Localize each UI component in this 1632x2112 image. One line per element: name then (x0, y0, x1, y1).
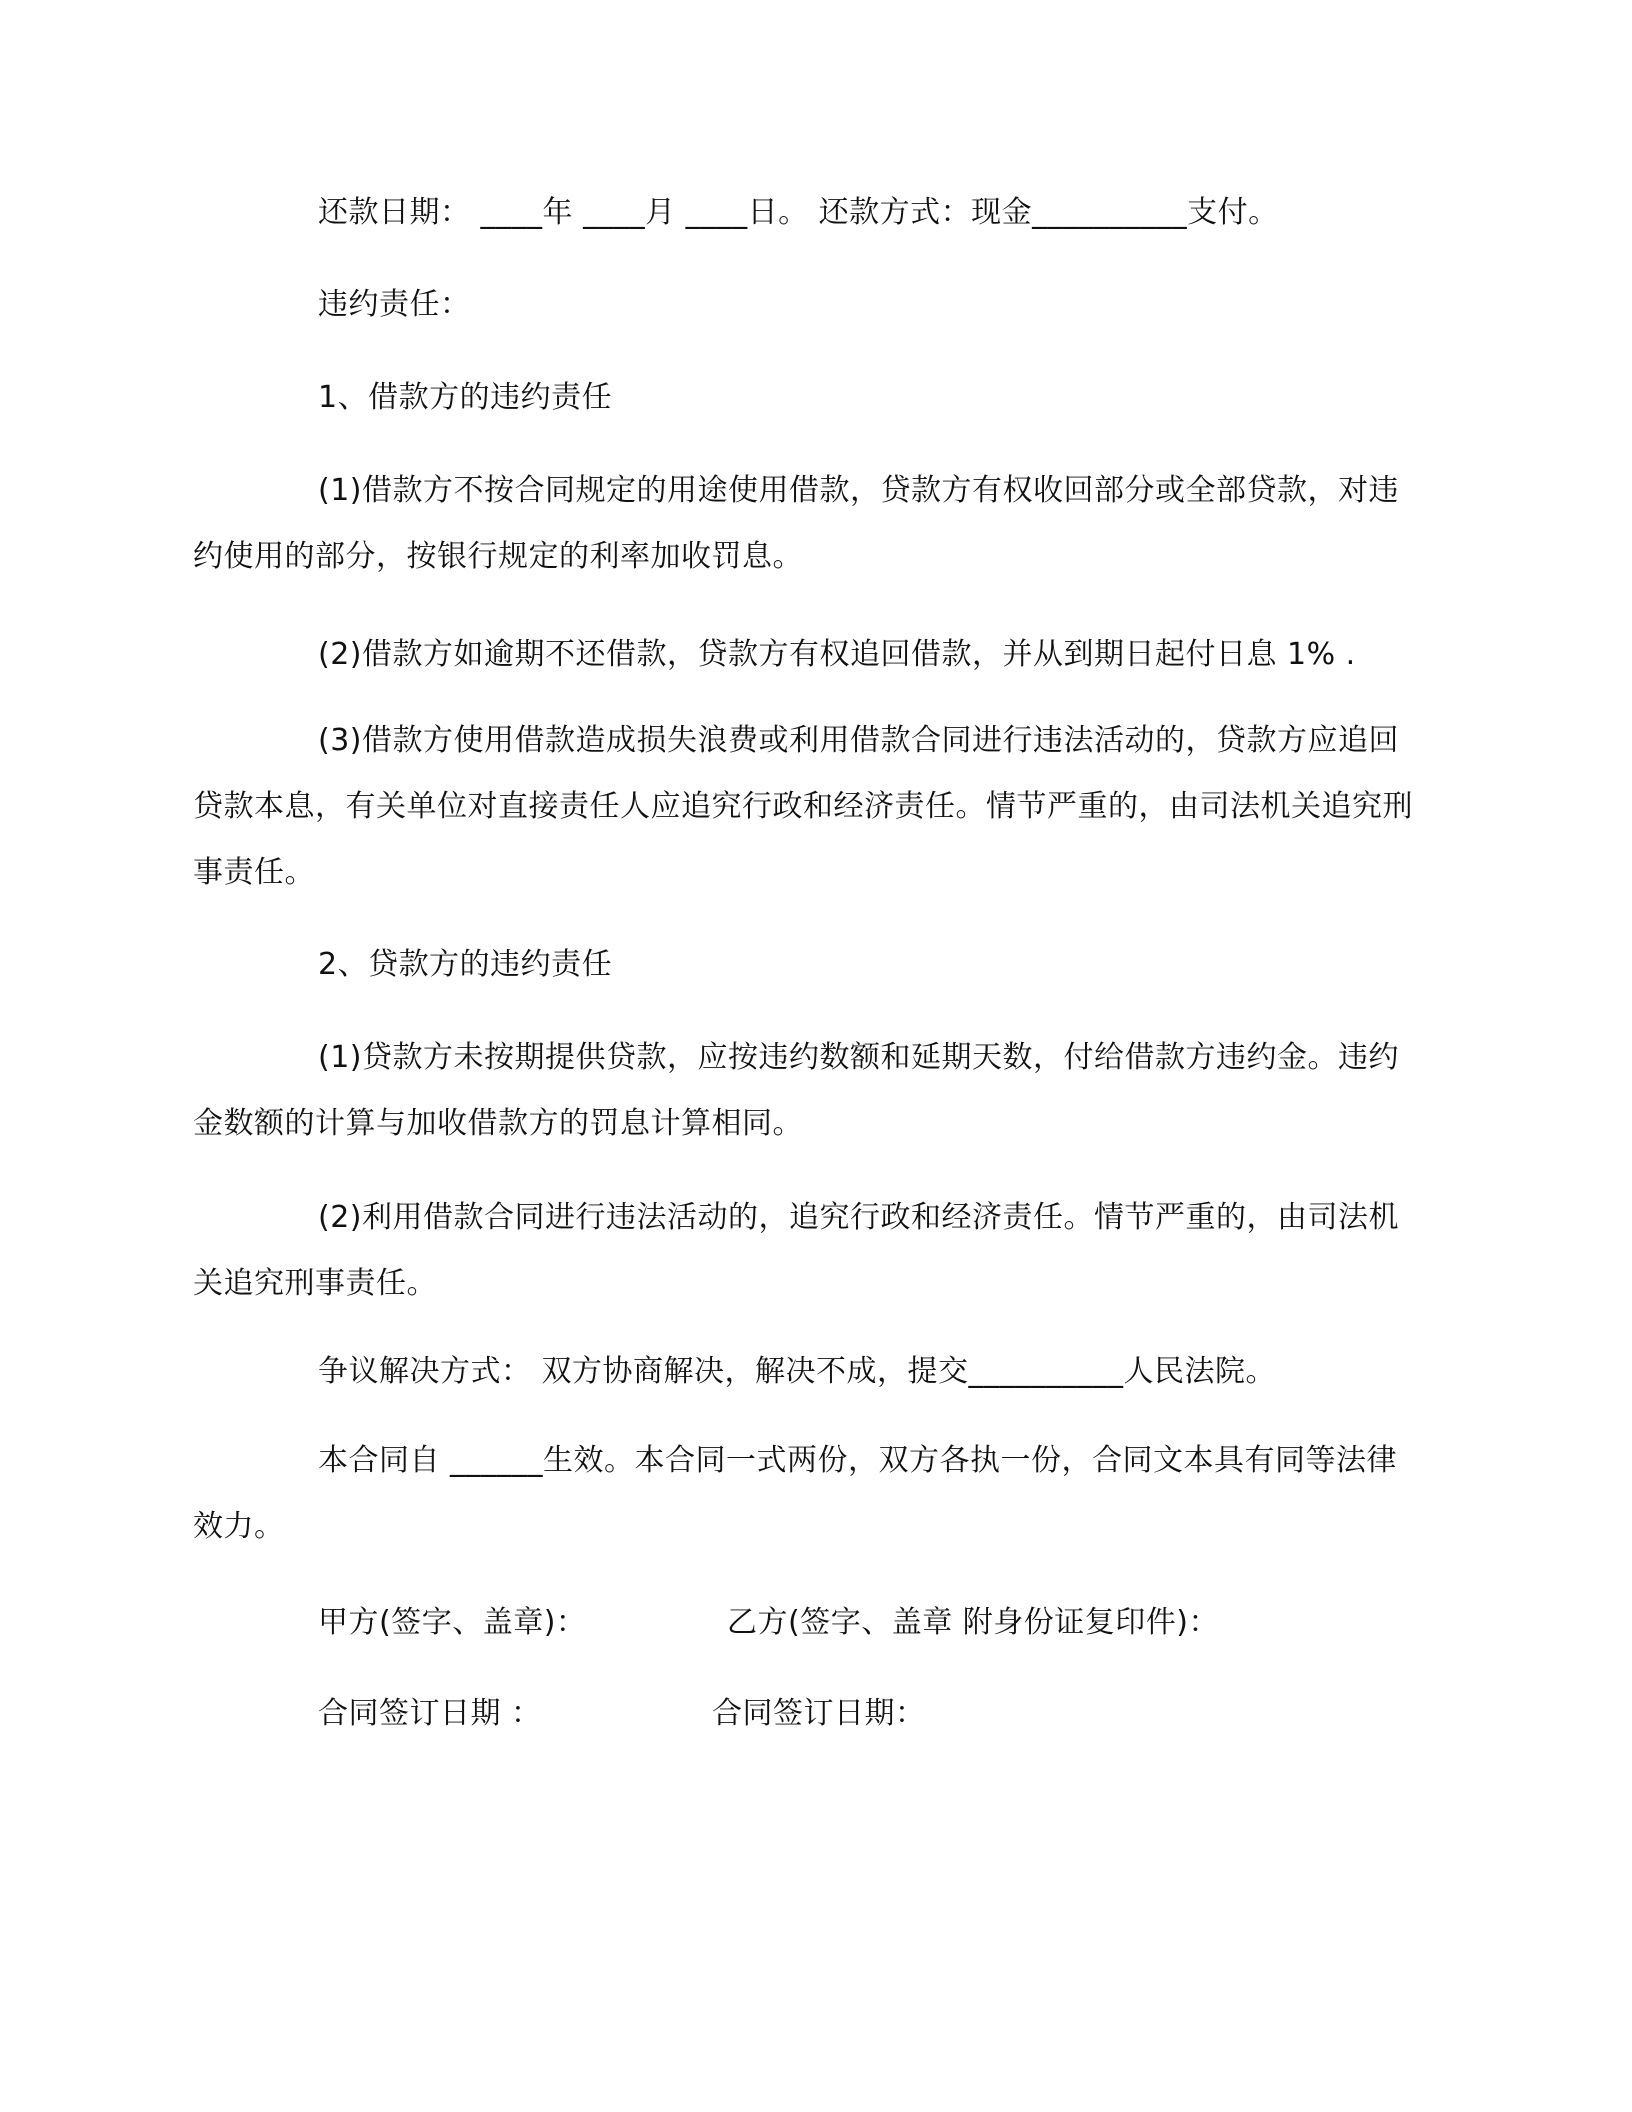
effective-clause: 本合同自 ______生效。本合同一式两份，双方各执一份，合同文本具有同等法律效力。 (193, 1443, 1398, 1544)
party-b-signature-label: 乙方(签字、盖章 附身份证复印件)： (727, 1605, 1219, 1640)
borrower-item-2: (2)借款方如逾期不还借款，贷款方有权追回借款，并从到期日起付日息 1% . (318, 637, 1356, 672)
breach-heading: 违约责任： (318, 287, 471, 322)
borrower-item-1: (1)借款方不按合同规定的用途使用借款，贷款方有权收回部分或全部贷款，对违约使用的部分，按银行规定的利率加收罚息。 (193, 473, 1399, 574)
lender-breach-heading: 2、贷款方的违约责任 (318, 947, 613, 982)
party-b-date-label: 合同签订日期： (712, 1696, 926, 1731)
party-a-date-label: 合同签订日期 ： (318, 1696, 542, 1731)
borrower-item-3: (3)借款方使用借款造成损失浪费或利用借款合同进行违法活动的，贷款方应追回贷款本息，有关单位对直接责任人应追究行政和经济责任。情节严重的，由司法机关追究刑事责任。 (193, 723, 1413, 890)
lender-item-2: (2)利用借款合同进行违法活动的，追究行政和经济责任。情节严重的，由司法机关追究刑事责任。 (193, 1200, 1399, 1301)
lender-item-1: (1)贷款方未按期提供贷款，应按违约数额和延期天数，付给借款方违约金。违约金数额的计算与加收借款方的罚息计算相同。 (193, 1040, 1399, 1141)
dispute-resolution-line: 争议解决方式： 双方协商解决，解决不成，提交__________人民法院。 (318, 1354, 1277, 1389)
party-a-signature-label: 甲方(签字、盖章)： (318, 1605, 587, 1640)
borrower-breach-heading: 1、借款方的违约责任 (318, 380, 613, 415)
repayment-line: 还款日期： ____年 ____月 ____日。 还款方式：现金__________支付。 (318, 195, 1279, 230)
